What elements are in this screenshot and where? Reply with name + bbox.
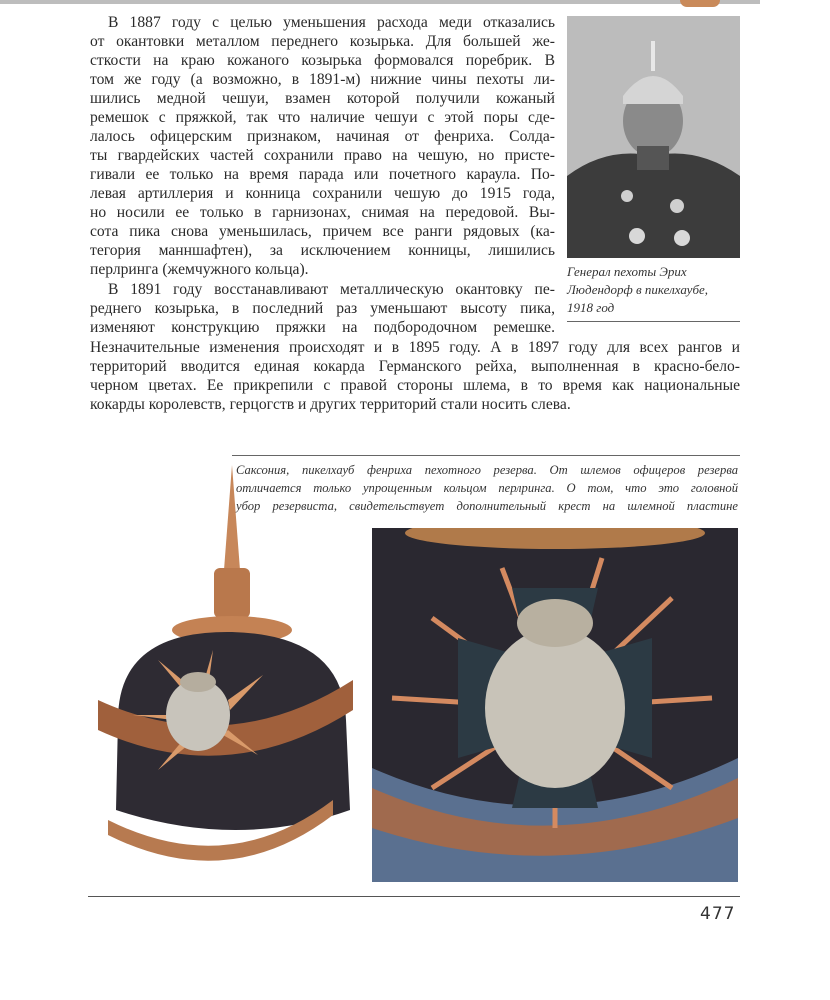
top-border (0, 0, 760, 4)
portrait-caption-line: Людендорф в пикелхаубе, (567, 282, 709, 297)
body-line: лалось офицерским признаком, начиная от фенриха. Солда- (90, 128, 555, 145)
divider (567, 321, 740, 322)
body-line: изменяют конструкцию пряжки на подбородочном ремешке. (90, 319, 555, 336)
divider (232, 455, 740, 456)
page-number: 477 (700, 904, 736, 924)
body-line: В 1891 году восстанавливают металлическую окантовку пе- (108, 281, 555, 298)
portrait-caption-line: Генерал пехоты Эрих (567, 264, 687, 279)
body-line: Незначительные изменения происходят и в 1895 году. А в 1897 году для всех рангов и (90, 339, 740, 356)
body-line: кокарды королевств, герцогств и других территорий стали носить слева. (90, 396, 571, 413)
body-line: сткости на краю кожаного козырька формовался поребрик. В (90, 52, 555, 69)
body-line: левая артиллерия и конница сохранили чешую до 1915 года, (90, 185, 555, 202)
helmet-plate-closeup-photo (372, 528, 738, 882)
header-ornament (680, 0, 720, 7)
helmet-caption-line: отличается только упрощенным кольцом перлринга. О том, что это головной (236, 481, 738, 495)
body-line: сота пика снова уменьшилась, причем все ранги рядовых (ка- (90, 223, 555, 240)
helmet-photo (88, 460, 363, 880)
body-line: шились медной чешуи, взамен которой получили кожаный (90, 90, 555, 107)
body-line: гивали ее только на время парада или почетного караула. По- (90, 166, 555, 183)
portrait-photo (567, 16, 740, 258)
body-line: ремешок с пряжкой, так что наличие чешуи с этой поры сде- (90, 109, 555, 126)
body-line: реднего козырька, в последний раз уменьшают высоту пика, (90, 300, 555, 317)
body-line: территорий вводится единая кокарда Германского рейха, выполненная в красно-бело- (90, 358, 740, 375)
body-line: тегория манншафтен), за исключением конницы, лишились (90, 242, 555, 259)
body-line: В 1887 году с целью уменьшения расхода меди отказались (108, 14, 555, 31)
portrait-caption-line: 1918 год (567, 300, 615, 315)
body-line: перлринга (жемчужного кольца). (90, 261, 309, 278)
footer-divider (88, 896, 740, 897)
body-line: от окантовки металлом переднего козырька. Для большей же- (90, 33, 555, 50)
body-line: но носили ее только в гарнизонах, снимая на передовой. Вы- (90, 204, 555, 221)
body-line: том же году (а возможно, в 1891-м) нижние чины пехоты ли- (90, 71, 555, 88)
helmet-caption-line: Саксония, пикелхауб фенриха пехотного резерва. От шлемов офицеров резерва (236, 463, 738, 477)
body-line: черном цветах. Ее прикрепили с правой стороны шлема, в то время как национальные (90, 377, 740, 394)
body-line: ты гвардейских частей сохранили право на чешую, но присте- (90, 147, 555, 164)
helmet-caption-line: убор резервиста, свидетельствует дополнительный крест на шлемной пластине (236, 499, 738, 513)
